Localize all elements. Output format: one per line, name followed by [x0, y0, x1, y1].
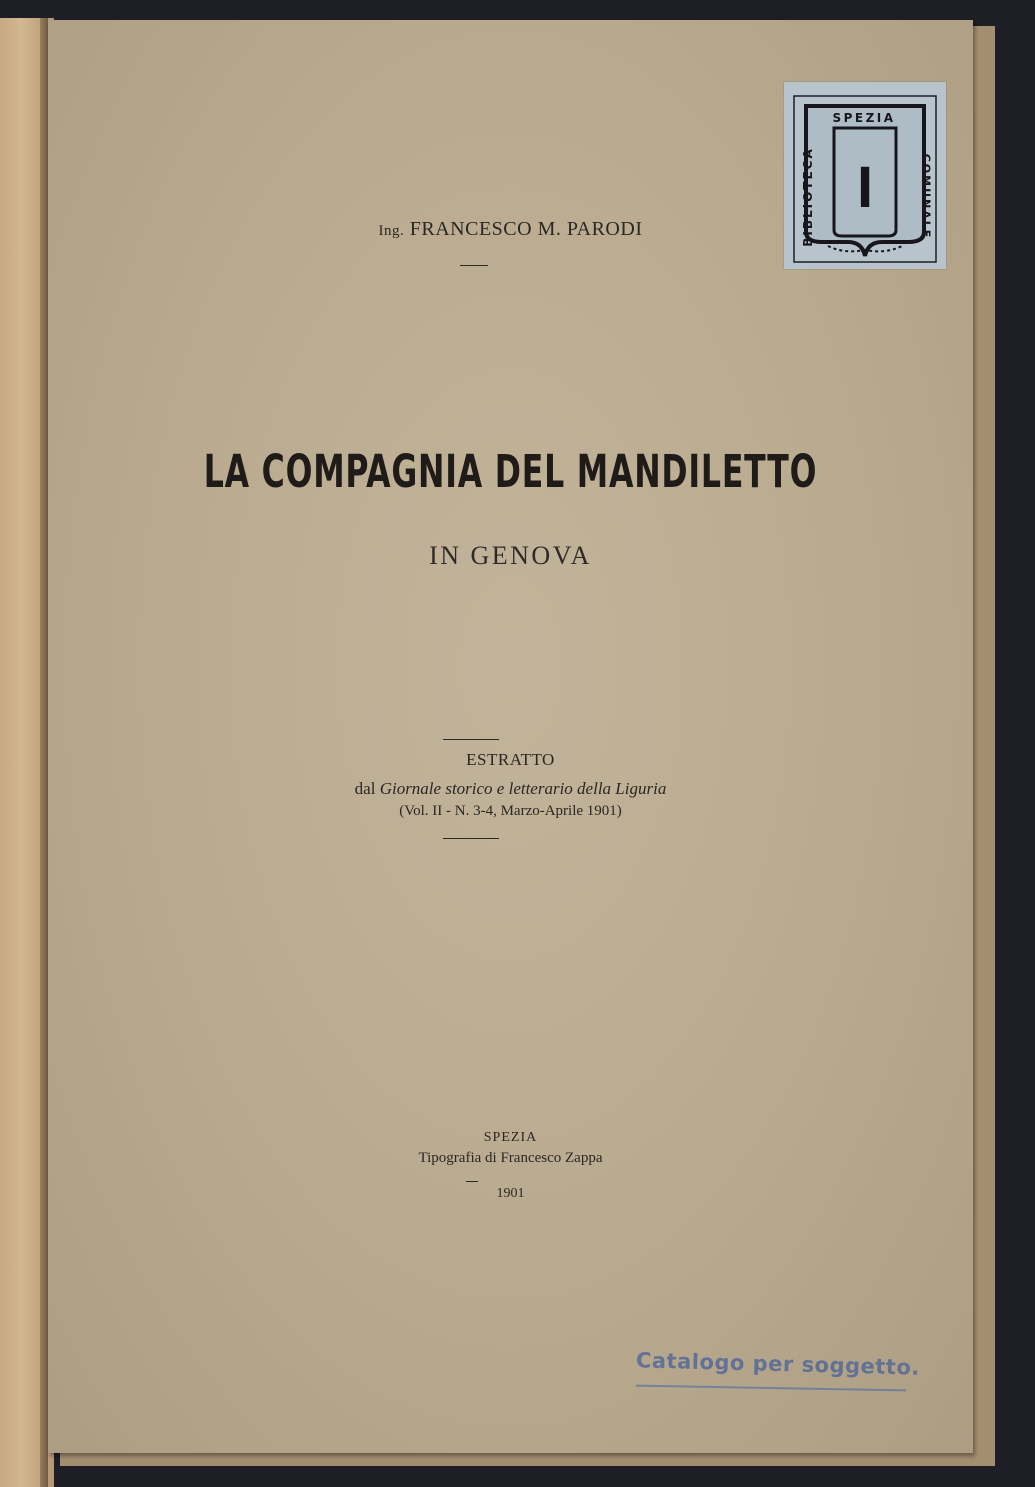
- extract-heading: ESTRATTO: [466, 750, 555, 769]
- source-prefix: dal: [354, 779, 376, 798]
- label-left-text: BIBLIOTECA: [801, 147, 815, 247]
- extract-rule-bottom: [443, 838, 499, 839]
- label-top-text: SPEZIA: [832, 111, 896, 125]
- shelf-mark: I: [856, 154, 874, 220]
- label-right-text: COMUNALE: [919, 153, 933, 240]
- extract-rule-top: [443, 739, 499, 740]
- author-rule: [460, 265, 488, 266]
- author-name: FRANCESCO M. PARODI: [409, 218, 643, 240]
- catalog-stamp: Catalogo per soggetto.: [635, 1348, 921, 1380]
- book-title: LA COMPAGNIA DEL MANDILETTO: [203, 445, 818, 498]
- imprint-year: 1901: [496, 1186, 525, 1201]
- extract-source: [48, 779, 973, 799]
- book-subtitle: IN GENOVA: [429, 541, 592, 570]
- imprint-city: SPEZIA: [483, 1130, 538, 1145]
- imprint-rule: [466, 1181, 478, 1182]
- library-label: [784, 82, 946, 269]
- imprint-printer: Tipografia di Francesco Zappa: [418, 1150, 603, 1166]
- journal-title: Giornale storico e letterario della Liguria: [379, 779, 667, 798]
- spine-shadow: [40, 18, 48, 1487]
- volume-info: (Vol. II - N. 3-4, Marzo-Aprile 1901): [399, 803, 622, 819]
- author-prefix: Ing.: [378, 223, 405, 239]
